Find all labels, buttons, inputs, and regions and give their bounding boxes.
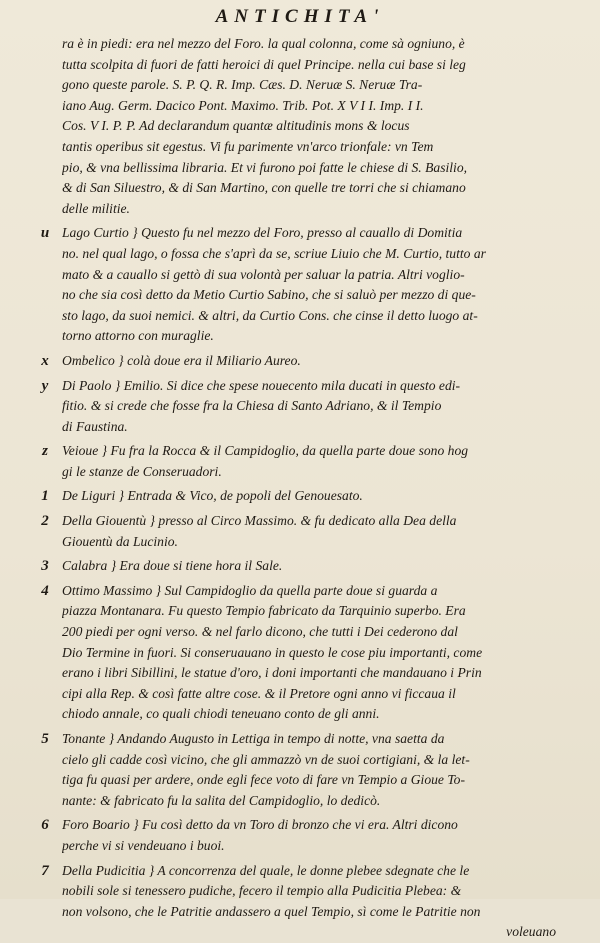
entry-calabra bbox=[41, 556, 570, 577]
text-line: non volsono, che le Patritie andassero a quel Tempio, sì come le Patritie non bbox=[62, 903, 481, 919]
entry-de-liguri bbox=[41, 486, 570, 507]
entry-marker: z bbox=[42, 443, 48, 460]
text-line: De Liguri } Entrada & Vico, de popoli del Genouesato. bbox=[62, 488, 363, 504]
text-line: di Faustina. bbox=[62, 418, 128, 434]
text-line: Ombelico } colà doue era il Miliario Aureo. bbox=[62, 352, 301, 368]
text-line: Giouentù da Lucinio. bbox=[62, 533, 178, 549]
text-line: mato & a cauallo si gettò di sua volontà per saluar la patria. Altri voglio- bbox=[62, 266, 465, 282]
text-line: erano i libri Sibillini, le statue d'oro, i doni importanti che mandauano i Prin bbox=[62, 665, 482, 681]
text-line: 200 piedi per ogni verso. & nel farlo dicono, che tutti i Dei cederono dal bbox=[62, 624, 458, 640]
entry-veioue bbox=[42, 441, 570, 482]
text-line: tutta scolpita di fuori de fatti heroici di quel Principe. nella cui base si leg bbox=[62, 56, 466, 72]
text-line: perche vi si vendeuano i buoi. bbox=[62, 837, 225, 853]
text-line: chiodo annale, co quali chiodi teneuano conto de gli anni. bbox=[62, 706, 380, 722]
text-line: cielo gli cadde così vicino, che gli ammazzò vn de suoi cortigiani, & la let- bbox=[62, 751, 470, 767]
entry-marker: u bbox=[40, 225, 50, 242]
entry-della-gioventu bbox=[41, 511, 570, 552]
entry-ottimo-massimo bbox=[41, 581, 570, 725]
text-line: fitio. & si crede che fosse fra la Chiesa di Santo Adriano, & il Tempio bbox=[62, 398, 442, 414]
entry-marker: 5 bbox=[41, 731, 49, 747]
entry-marker: 6 bbox=[41, 817, 49, 834]
entry-marker: y bbox=[41, 377, 49, 394]
entry-di-paolo bbox=[41, 376, 570, 438]
text-line: Ottimo Massimo } Sul Campidoglio da quella parte doue si guarda a bbox=[62, 582, 438, 598]
text-line: gi le stanze de Conseruadori. bbox=[62, 463, 222, 479]
entry-lago-curtio bbox=[40, 223, 570, 347]
entry-marker: 1 bbox=[41, 488, 49, 505]
text-line: Della Pudicitia } A concorrenza del quale, le donne plebee sdegnate che le bbox=[62, 862, 470, 878]
text-line: Cos. V I. P. P. Ad declarandum quantæ altitudinis mons & locus bbox=[62, 118, 410, 134]
text-line: piazza Montanara. Fu questo Tempio fabricato da Tarquinio superbo. Era bbox=[62, 603, 466, 619]
running-header: ANTICHITA' bbox=[215, 6, 385, 27]
entry-della-pudicitia bbox=[41, 861, 570, 923]
page-text bbox=[40, 34, 570, 943]
intro-paragraph bbox=[62, 34, 570, 219]
text-line: Veioue } Fu fra la Rocca & il Campidoglio, da quella parte doue sono hog bbox=[62, 443, 469, 459]
entry-ombelico bbox=[41, 351, 570, 372]
text-line: Calabra } Era doue si tiene hora il Sale. bbox=[62, 558, 283, 574]
text-line: Tonante } Andando Augusto in Lettiga in tempo di notte, vna saetta da bbox=[62, 731, 445, 746]
entry-foro-boario bbox=[41, 815, 570, 856]
entry-marker: 4 bbox=[41, 582, 49, 599]
text-line: ra è in piedi: era nel mezzo del Foro. la qual colonna, come sà ogniuno, è bbox=[62, 36, 465, 51]
entry-marker: 7 bbox=[41, 862, 49, 879]
entry-tonante bbox=[41, 729, 570, 811]
text-line: tantis operibus sit egestus. Vi fu parimente vn'arco trionfale: vn Tem bbox=[62, 138, 434, 154]
text-line: Di Paolo } Emilio. Si dice che spese nouecento mila ducati in questo edi- bbox=[62, 377, 461, 393]
entry-marker: x bbox=[41, 352, 49, 369]
text-line: delle militie. bbox=[62, 200, 130, 216]
entry-marker: 3 bbox=[41, 558, 49, 575]
text-line: pio, & vna bellissima libraria. Et vi furono poi fatte le chiese di S. Basilio, bbox=[62, 159, 468, 175]
text-line: nobili sole si tenessero pudiche, fecero il tempio alla Pudicitia Plebea: & bbox=[62, 883, 462, 899]
text-line: nante: & fabricato fu la salita del Campidoglio, lo dedicò. bbox=[62, 792, 381, 808]
catchword: voleuano bbox=[506, 924, 556, 940]
text-line: no. nel qual lago, o fossa che s'aprì da se, scriue Liuio che M. Curtio, tutto ar bbox=[62, 245, 486, 261]
entry-marker: 2 bbox=[41, 513, 49, 530]
text-line: Foro Boario } Fu così detto da vn Toro di bronzo che vi era. Altri dicono bbox=[62, 817, 458, 833]
text-line: & di San Siluestro, & di San Martino, con quelle tre torri che si chiamano bbox=[62, 180, 466, 196]
text-line: Della Giouentù } presso al Circo Massimo. & fu dedicato alla Dea della bbox=[62, 513, 457, 529]
text-line: torno attorno con muraglie. bbox=[62, 328, 214, 344]
text-line: tiga fu quasi per ardere, onde egli fece voto di fare vn Tempio a Gioue To- bbox=[62, 772, 465, 788]
text-line: gono queste parole. S. P. Q. R. Imp. Cæs. D. Neruæ S. Neruæ Tra- bbox=[62, 77, 423, 93]
text-line: iano Aug. Germ. Dacico Pont. Maximo. Trib. Pot. X V I I. Imp. I I. bbox=[62, 97, 424, 113]
text-line: Dio Termine in fuori. Si conseruauano in questo le cose piu importanti, come bbox=[62, 644, 483, 660]
text-line: no che sia così detto da Metio Curtio Sabino, che si saluò per mezzo di que- bbox=[62, 287, 476, 303]
text-line: sto lago, da suoi nemici. & altri, da Curtio Cons. che cinse il detto luogo at- bbox=[62, 307, 478, 323]
text-line: Lago Curtio } Questo fu nel mezzo del Foro, presso al cauallo di Domitia bbox=[62, 225, 463, 241]
text-line: cipi alla Rep. & così fatte altre cose. & il Pretore ogni anno vi ficcaua il bbox=[62, 685, 456, 701]
